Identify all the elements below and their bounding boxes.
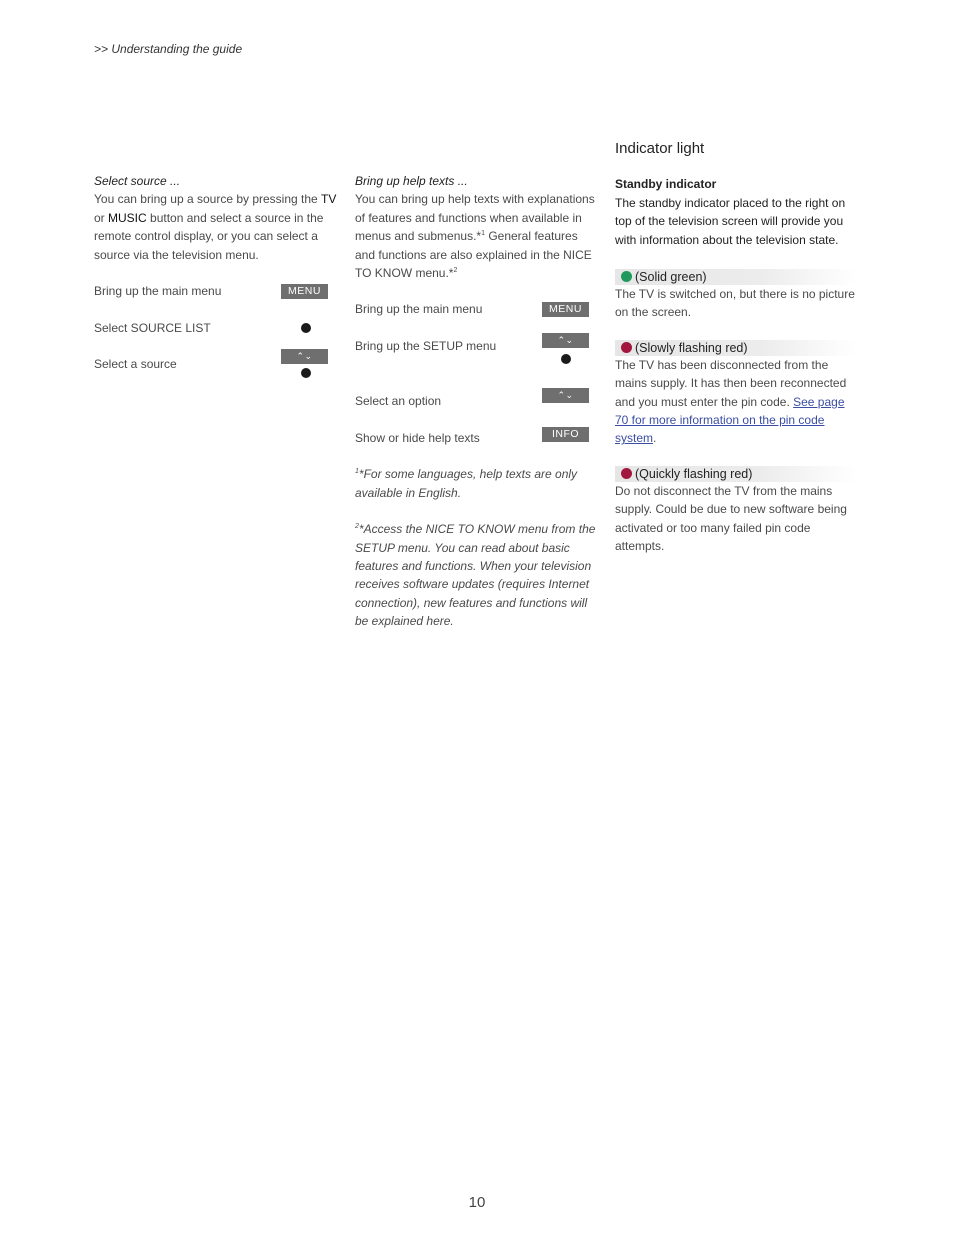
state-label: (Quickly flashing red): [635, 466, 753, 481]
step-row: [355, 337, 600, 374]
breadcrumb: >> Understanding the guide: [94, 42, 243, 56]
state-slowly-flashing-red: [615, 340, 857, 356]
section-title: Indicator light: [615, 140, 705, 157]
footnote-1: [355, 465, 600, 502]
footnote-number: 2: [355, 523, 359, 531]
pin-code-link[interactable]: See page 70 for more information on the pin code system: [615, 394, 845, 446]
step-label: Select SOURCE LIST: [94, 321, 211, 336]
step-row: [94, 282, 339, 300]
state-description: [615, 356, 860, 448]
step-row: [94, 319, 339, 337]
help-texts-paragraph: [355, 190, 600, 282]
footnote-2: [355, 520, 600, 630]
menu-button: MENU: [542, 302, 589, 317]
state-quickly-flashing-red: [615, 466, 857, 482]
menu-button: MENU: [281, 284, 328, 299]
page-number: 10: [468, 1194, 486, 1211]
step-row: [94, 351, 339, 395]
standby-indicator-heading: Standby indicator: [615, 177, 717, 192]
help-texts-heading: Bring up help texts ...: [355, 174, 468, 188]
paragraph-text: General features and functions are also explained in the NICE TO KNOW menu.*: [355, 229, 592, 281]
step-row: [355, 429, 600, 447]
red-indicator-icon: [621, 342, 632, 353]
paragraph-text: or: [94, 210, 109, 225]
step-row: [355, 300, 600, 318]
step-label: Show or hide help texts: [355, 431, 480, 446]
state-text: .: [653, 431, 657, 446]
state-text: The TV has been disconnected from the mains supply. It has then been reconnected and you must enter the pin code.: [615, 357, 847, 409]
center-button-icon: [301, 323, 311, 333]
up-down-arrow-button: ⌃⌄: [542, 388, 589, 403]
up-down-arrow-button: ⌃⌄: [281, 349, 328, 364]
red-indicator-icon: [621, 468, 632, 479]
help-texts-column: [355, 172, 600, 631]
state-label: (Solid green): [635, 270, 707, 285]
step-label: Select a source: [94, 357, 177, 372]
paragraph-text: You can bring up help texts with explanations of features and functions when available in menus and submenus.*: [355, 192, 595, 244]
indicator-light-column: [615, 140, 860, 556]
step-label: Bring up the SETUP menu: [355, 339, 497, 354]
paragraph-text: You can bring up a source by pressing the: [94, 192, 322, 207]
info-button: INFO: [542, 427, 589, 442]
select-source-column: [94, 172, 339, 395]
paragraph-text: button and select a source in the remote control display, or you can select a source via the television menu.: [94, 210, 324, 262]
state-description: Do not disconnect the TV from the mains supply. Could be due to new software being activated or too many failed pin code attempts.: [615, 483, 847, 554]
state-solid-green: [615, 269, 857, 285]
up-down-arrow-button: ⌃⌄: [542, 333, 589, 348]
center-button-icon: [301, 368, 311, 378]
select-source-heading: Select source ...: [94, 174, 181, 188]
footnote-text: *For some languages, help texts are only available in English.: [355, 467, 578, 500]
step-label: Select an option: [355, 394, 442, 409]
state-description: The TV is switched on, but there is no picture on the screen.: [615, 287, 855, 320]
footnote-text: *Access the NICE TO KNOW menu from the SETUP menu. You can read about basic features and functions. When your television receives software updates (requires Internet connection), new features and functions will be explained here.: [355, 522, 596, 629]
step-label: Bring up the main menu: [355, 302, 483, 317]
step-row: [355, 392, 600, 410]
footnote-ref: 1: [481, 230, 485, 238]
music-button-name: MUSIC: [108, 210, 147, 225]
tv-button-name: TV: [321, 192, 337, 207]
footnote-number: 1: [355, 468, 359, 476]
state-label: (Slowly flashing red): [635, 340, 748, 355]
step-label: Bring up the main menu: [94, 284, 222, 299]
footnote-ref: 2: [453, 267, 458, 275]
select-source-paragraph: [94, 190, 339, 264]
standby-intro: The standby indicator placed to the right on top of the television screen will provide you with information about the television state.: [615, 195, 846, 247]
center-button-icon: [561, 354, 571, 364]
green-indicator-icon: [621, 271, 632, 282]
